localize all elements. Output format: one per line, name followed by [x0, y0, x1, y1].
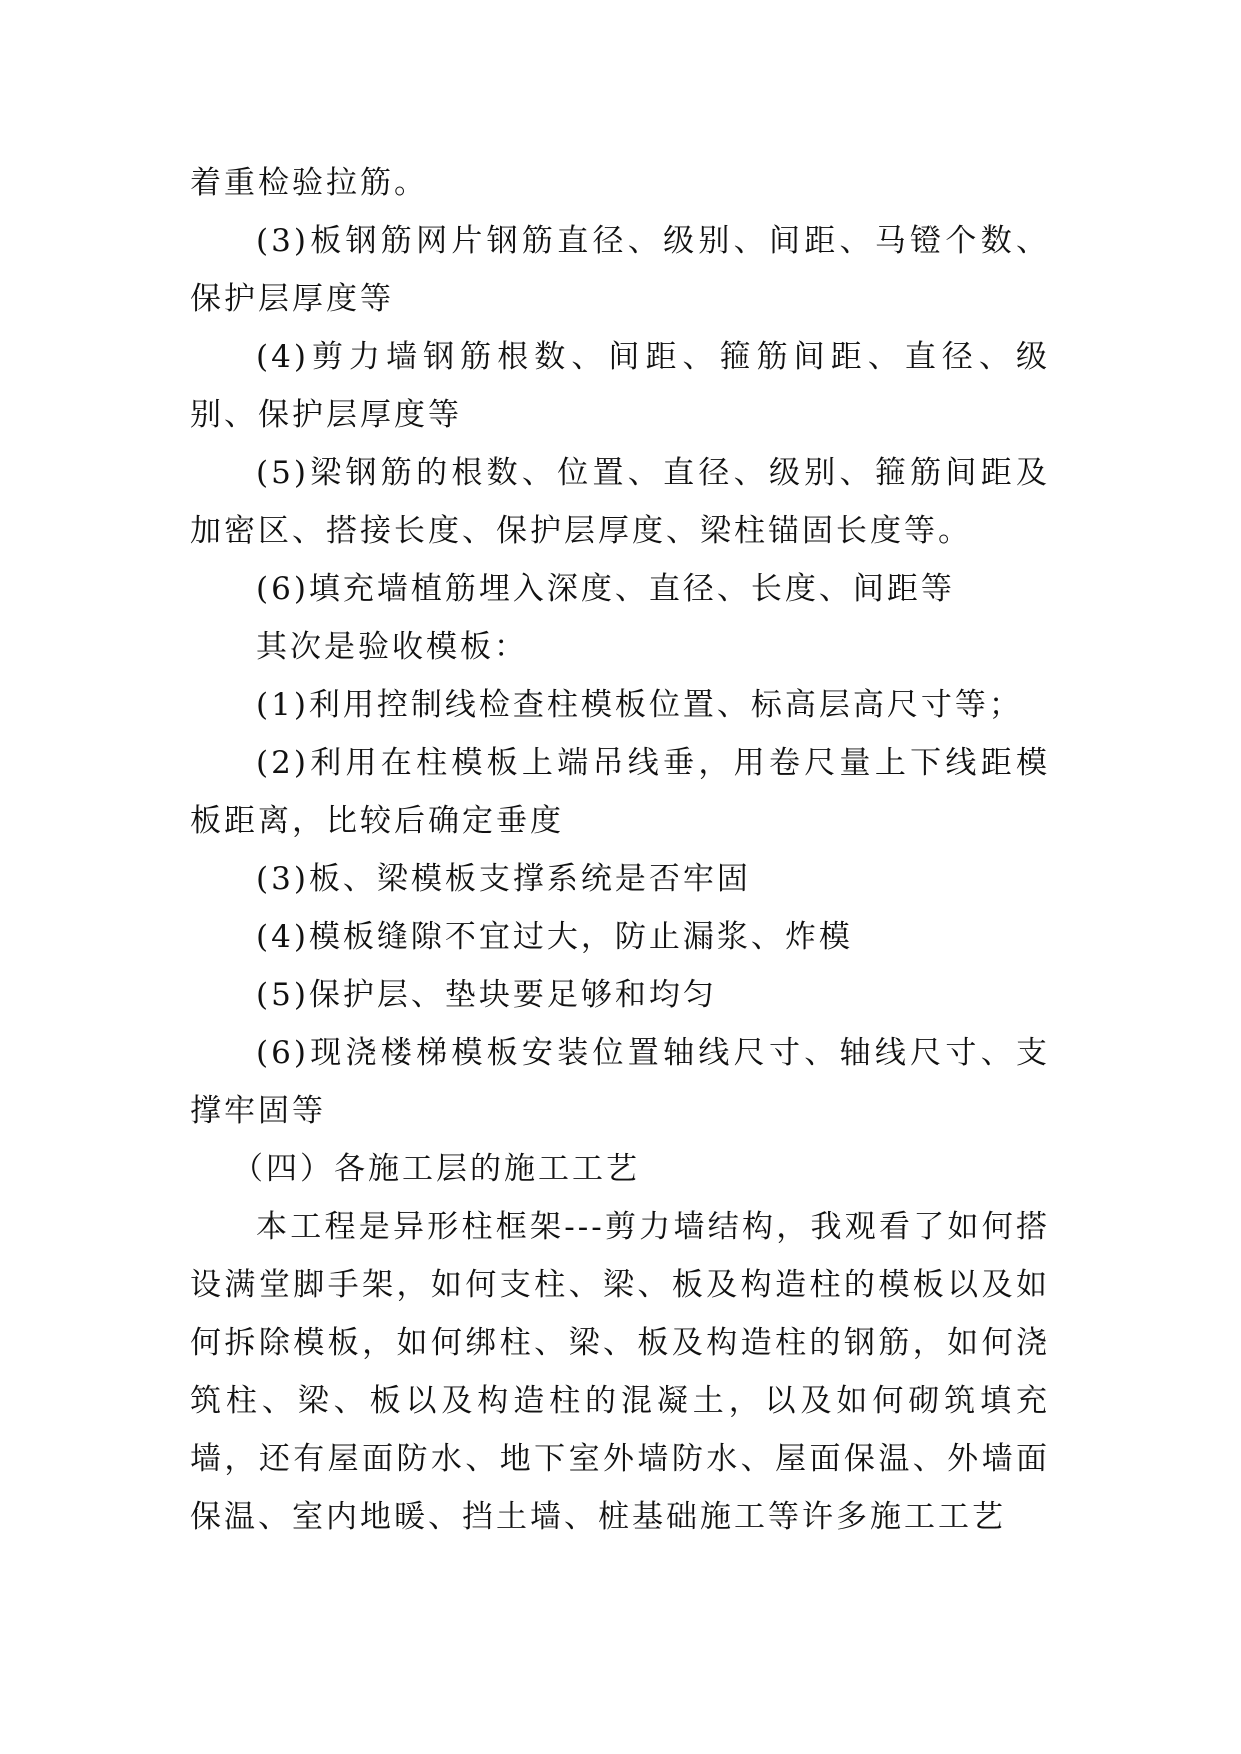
paragraph-formwork-item-5: (5)保护层、垫块要足够和均匀	[256, 977, 717, 1013]
section-heading: （四）各施工层的施工工艺	[232, 1151, 640, 1187]
paragraph-rebar-item-3: (3)板钢筋网片钢筋直径、级别、间距、马镫个数、保护层厚度等	[190, 223, 1050, 317]
paragraph-rebar-item-6: (6)填充墙植筋埋入深度、直径、长度、间距等	[256, 571, 955, 607]
paragraph-rebar-item-5: (5)梁钢筋的根数、位置、直径、级别、箍筋间距及加密区、搭接长度、保护层厚度、梁柱锚固长度等。	[190, 455, 1050, 549]
paragraph-formwork-item-6: (6)现浇楼梯模板安装位置轴线尺寸、轴线尺寸、支撑牢固等	[190, 1035, 1050, 1129]
paragraph-formwork-item-1: (1)利用控制线检查柱模板位置、标高层高尺寸等；	[256, 687, 1023, 723]
paragraph-rebar-item-4: (4)剪力墙钢筋根数、间距、箍筋间距、直径、级别、保护层厚度等	[190, 339, 1050, 433]
paragraph-continuation: 着重检验拉筋。	[190, 165, 428, 201]
document-body	[190, 154, 1050, 1546]
paragraph-formwork-item-2: (2)利用在柱模板上端吊线垂，用卷尺量上下线距模板距离，比较后确定垂度	[190, 745, 1050, 839]
paragraph-formwork-intro: 其次是验收模板：	[256, 629, 528, 665]
paragraph-construction-process: 本工程是异形柱框架---剪力墙结构，我观看了如何搭设满堂脚手架，如何支柱、梁、板及构造柱的模板以及如何拆除模板，如何绑柱、梁、板及构造柱的钢筋，如何浇筑柱、梁、板以及构造柱的混凝土，以及如何砌筑填充墙，还有屋面防水、地下室外墙防水、屋面保温、外墙面保温、室内地暖、挡土墙、桩基础施工等许多施工工艺	[190, 1209, 1050, 1535]
paragraph-formwork-item-4: (4)模板缝隙不宜过大，防止漏浆、炸模	[256, 919, 853, 955]
paragraph-formwork-item-3: (3)板、梁模板支撑系统是否牢固	[256, 861, 751, 897]
